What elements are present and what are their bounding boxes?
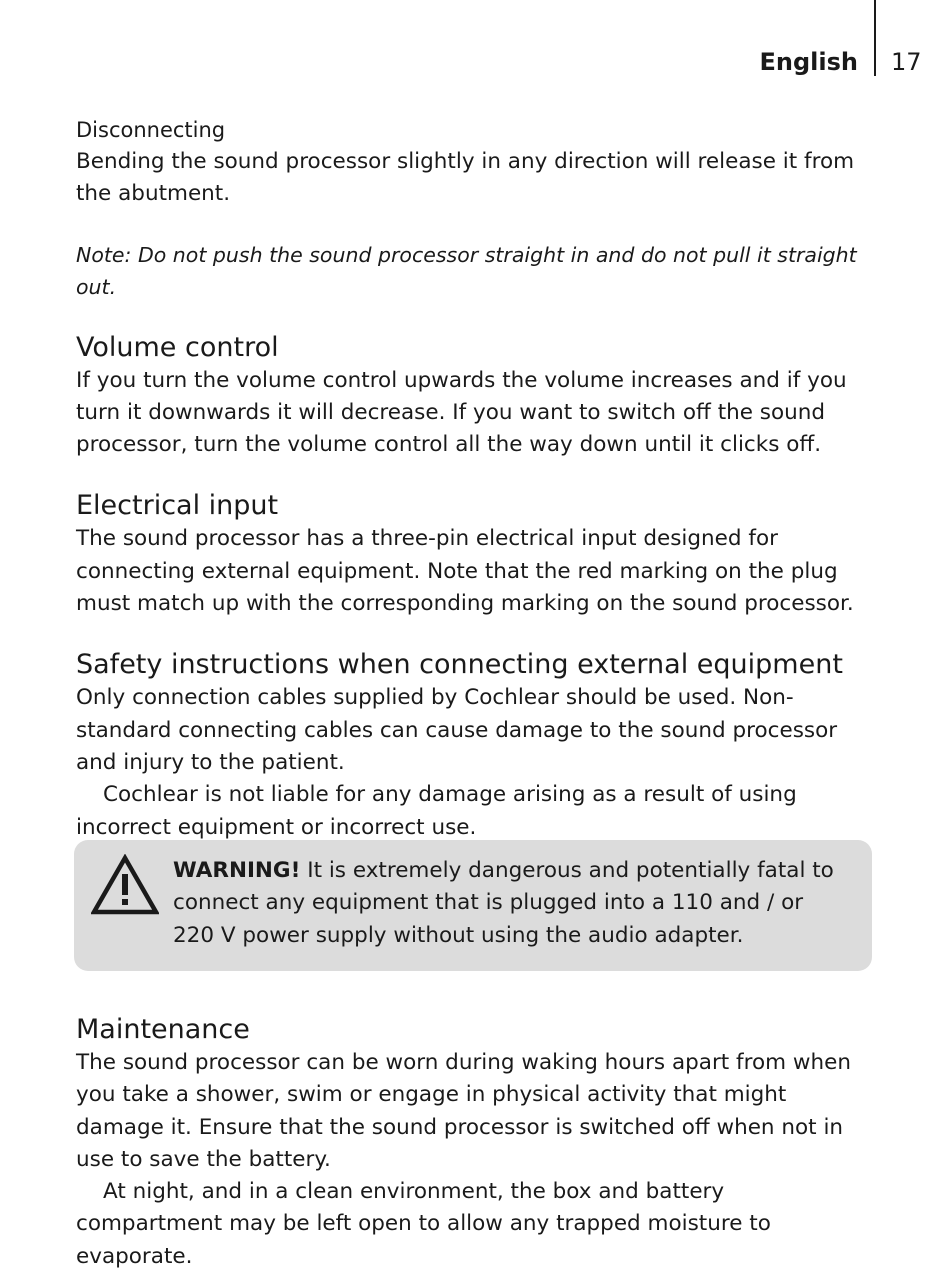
section-maintenance <box>76 1013 876 1273</box>
main-content <box>76 114 876 844</box>
electrical-input-body: The sound processor has a three-pin electrical input designed for connecting external equipment. Note that the red marking on the plug must match up with the corresponding marking on the sound processor. <box>76 526 854 617</box>
header-language: English <box>759 48 858 76</box>
maintenance-body-2: At night, and in a clean environment, the box and battery compartment may be left open to allow any trapped moisture to evaporate. <box>76 1179 771 1269</box>
page-header <box>0 0 950 80</box>
maintenance-body-1: The sound processor can be worn during waking hours apart from when you take a shower, swim or engage in physical activity that might damage it. Ensure that the sound processor is switched off when not in use to save the battery. <box>76 1050 851 1172</box>
warning-message: It is extremely dangerous and potentially fatal to connect any equipment that is plugged into a 110 and / or 220 V power supply without using the audio adapter. <box>173 858 834 948</box>
disconnecting-body: Bending the sound processor slightly in any direction will release it from the abutment. <box>76 149 855 207</box>
electrical-input-title: Electrical input <box>76 490 279 522</box>
section-safety <box>76 648 876 843</box>
warning-text <box>173 855 843 952</box>
warning-label: WARNING! <box>173 858 301 883</box>
disconnecting-note: Note: Do not push the sound processor straight in and do not pull it straight out. <box>76 242 857 299</box>
section-electrical-input <box>76 489 876 620</box>
volume-control-title: Volume control <box>76 331 279 363</box>
disconnecting-title: Disconnecting <box>76 118 226 142</box>
maintenance-title: Maintenance <box>76 1014 250 1045</box>
section-disconnecting <box>76 114 876 303</box>
warning-box <box>74 840 872 971</box>
safety-body-2: Cochlear is not liable for any damage arising as a result of using incorrect equipment or incorrect use. <box>76 782 797 840</box>
header-divider <box>874 0 876 76</box>
page-number: 17 <box>891 48 922 76</box>
section-volume-control <box>76 331 876 462</box>
warning-triangle-icon <box>91 854 159 916</box>
safety-body-1: Only connection cables supplied by Cochlear should be used. Non-standard connecting cables can cause damage to the sound processor and injury to the patient. <box>76 685 838 775</box>
safety-title: Safety instructions when connecting external equipment <box>76 649 843 681</box>
volume-control-body: If you turn the volume control upwards the volume increases and if you turn it downwards it will decrease. If you want to switch off the sound processor, turn the volume control all the way down until it clicks off. <box>76 367 847 458</box>
